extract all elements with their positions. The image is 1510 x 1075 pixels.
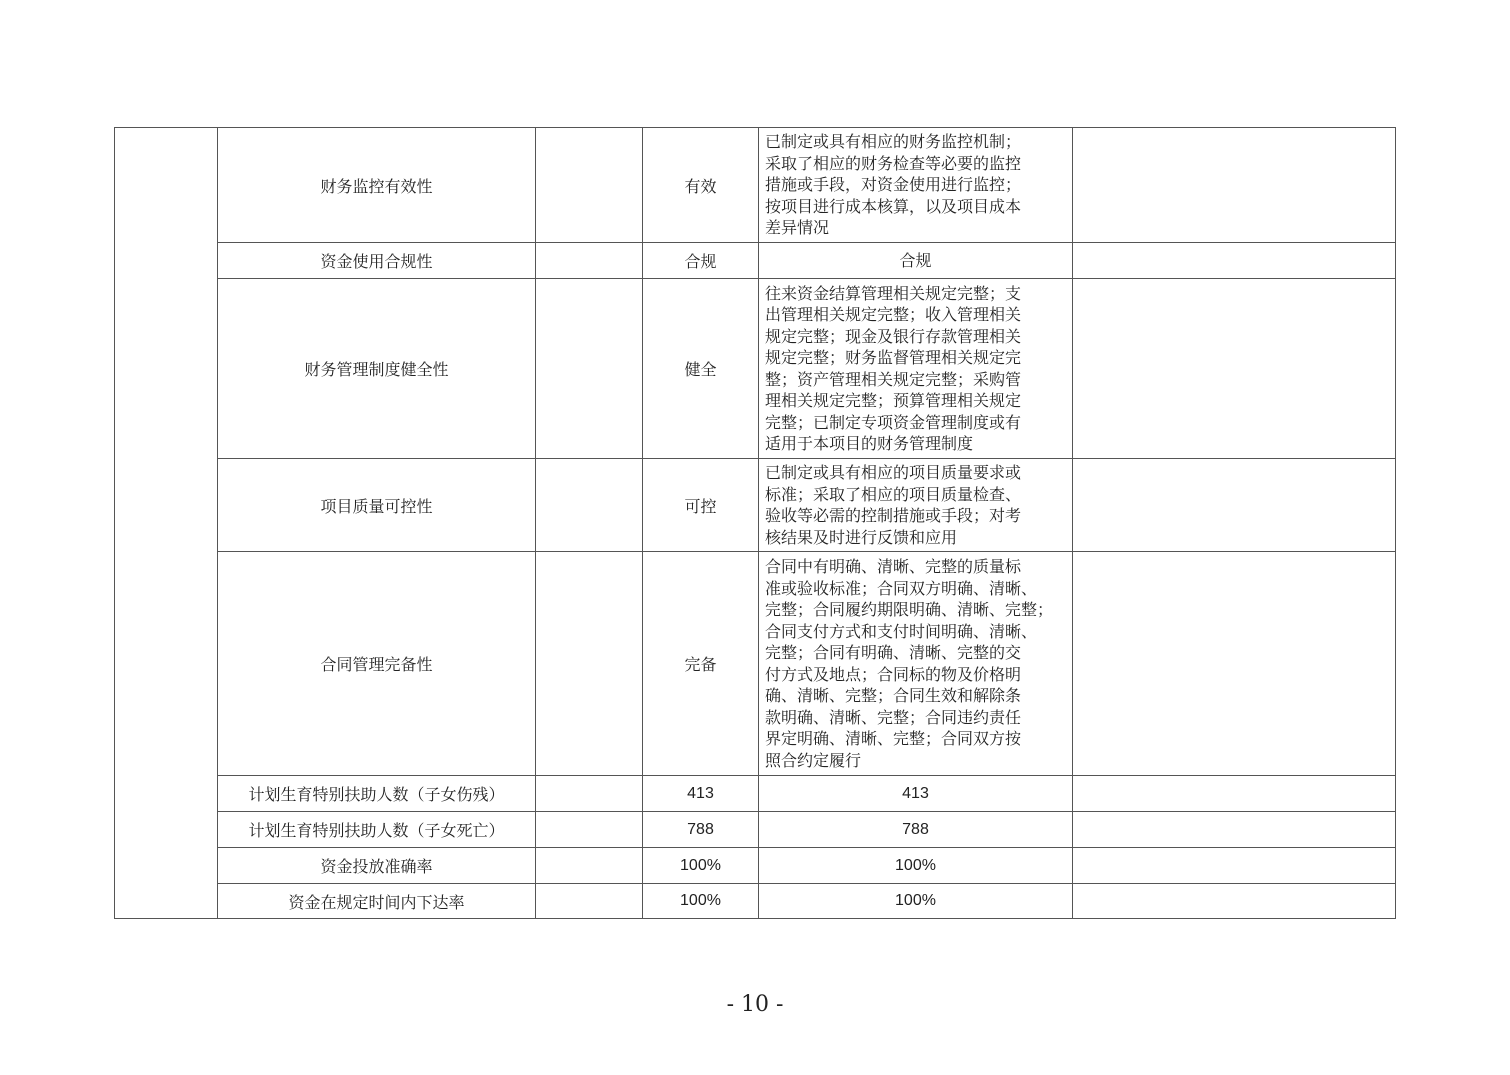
description-line: 已制定或具有相应的项目质量要求或 bbox=[765, 463, 1022, 482]
table-row bbox=[115, 884, 1396, 919]
target-value: 健全 bbox=[643, 279, 759, 459]
table-row bbox=[115, 848, 1396, 884]
description-line: 完整；合同有明确、清晰、完整的交 bbox=[765, 643, 1022, 662]
table-row bbox=[115, 812, 1396, 848]
remark-cell bbox=[1073, 884, 1396, 919]
empty-cell bbox=[536, 128, 643, 243]
description-line: 确、清晰、完整；合同生效和解除条 bbox=[765, 686, 1022, 705]
description-line: 完整；合同履约期限明确、清晰、完整； bbox=[765, 600, 1054, 619]
target-value: 完备 bbox=[643, 552, 759, 776]
description-line: 采取了相应的财务检查等必要的监控 bbox=[765, 153, 1022, 173]
indicator-name: 财务监控有效性 bbox=[218, 128, 536, 243]
category-cell bbox=[115, 128, 218, 919]
empty-cell bbox=[536, 459, 643, 552]
description-line: 差异情况 bbox=[765, 218, 830, 238]
target-value: 788 bbox=[643, 812, 759, 848]
actual-value: 100% bbox=[759, 848, 1073, 884]
actual-value: 413 bbox=[759, 776, 1073, 812]
remark-cell bbox=[1073, 279, 1396, 459]
description-line: 标准；采取了相应的项目质量检查、 bbox=[765, 484, 1022, 504]
table-row bbox=[115, 459, 1396, 552]
target-value: 有效 bbox=[643, 128, 759, 243]
table-row bbox=[115, 243, 1396, 279]
description-line: 款明确、清晰、完整；合同违约责任 bbox=[765, 707, 1022, 727]
actual-description bbox=[759, 552, 1073, 776]
empty-cell bbox=[536, 848, 643, 884]
actual-value: 100% bbox=[759, 884, 1073, 919]
description-line: 付方式及地点；合同标的物及价格明 bbox=[765, 664, 1022, 684]
remark-cell bbox=[1073, 128, 1396, 243]
description-line: 理相关规定完整；预算管理相关规定 bbox=[765, 391, 1022, 410]
description-line: 规定完整；现金及银行存款管理相关 bbox=[765, 326, 1022, 346]
remark-cell bbox=[1073, 812, 1396, 848]
remark-cell bbox=[1073, 243, 1396, 279]
indicator-name: 计划生育特别扶助人数（子女死亡） bbox=[218, 812, 536, 848]
description-line: 完整；已制定专项资金管理制度或有 bbox=[765, 412, 1022, 432]
table-row bbox=[115, 776, 1396, 812]
description-line: 往来资金结算管理相关规定完整；支 bbox=[765, 283, 1022, 303]
empty-cell bbox=[536, 243, 643, 279]
empty-cell bbox=[536, 776, 643, 812]
empty-cell bbox=[536, 279, 643, 459]
indicator-name: 资金使用合规性 bbox=[218, 243, 536, 279]
description-line: 合同支付方式和支付时间明确、清晰、 bbox=[765, 621, 1038, 641]
description-line: 已制定或具有相应的财务监控机制； bbox=[765, 132, 1022, 152]
remark-cell bbox=[1073, 848, 1396, 884]
description-line: 出管理相关规定完整；收入管理相关 bbox=[765, 305, 1022, 324]
empty-cell bbox=[536, 884, 643, 919]
indicator-name: 财务管理制度健全性 bbox=[218, 279, 536, 459]
description-line: 规定完整；财务监督管理相关规定完 bbox=[765, 348, 1022, 367]
remark-cell bbox=[1073, 552, 1396, 776]
target-value: 100% bbox=[643, 884, 759, 919]
empty-cell bbox=[536, 552, 643, 776]
target-value: 合规 bbox=[643, 243, 759, 279]
empty-cell bbox=[536, 812, 643, 848]
target-value: 100% bbox=[643, 848, 759, 884]
description-line: 整；资产管理相关规定完整；采购管 bbox=[765, 369, 1022, 389]
description-line: 按项目进行成本核算，以及项目成本 bbox=[765, 196, 1022, 216]
description-line: 照合约定履行 bbox=[765, 750, 862, 770]
actual-value: 合规 bbox=[759, 243, 1073, 279]
indicator-name: 计划生育特别扶助人数（子女伤残） bbox=[218, 776, 536, 812]
table-row bbox=[115, 128, 1396, 243]
description-line: 验收等必需的控制措施或手段；对考 bbox=[765, 506, 1022, 525]
page-number: - 10 - bbox=[726, 992, 784, 1017]
description-line: 措施或手段，对资金使用进行监控； bbox=[765, 175, 1022, 195]
description-line: 界定明确、清晰、完整；合同双方按 bbox=[765, 729, 1022, 748]
indicator-name: 项目质量可控性 bbox=[218, 459, 536, 552]
actual-description bbox=[759, 459, 1073, 552]
actual-description bbox=[759, 279, 1073, 459]
description-line: 合同中有明确、清晰、完整的质量标 bbox=[765, 557, 1022, 576]
remark-cell bbox=[1073, 776, 1396, 812]
indicator-name: 资金投放准确率 bbox=[218, 848, 536, 884]
indicator-table bbox=[114, 127, 1396, 919]
remark-cell bbox=[1073, 459, 1396, 552]
table-row bbox=[115, 279, 1396, 459]
indicator-name: 合同管理完备性 bbox=[218, 552, 536, 776]
actual-value: 788 bbox=[759, 812, 1073, 848]
table-row bbox=[115, 552, 1396, 776]
actual-description bbox=[759, 128, 1073, 243]
indicator-name: 资金在规定时间内下达率 bbox=[218, 884, 536, 919]
target-value: 可控 bbox=[643, 459, 759, 552]
description-line: 准或验收标准；合同双方明确、清晰、 bbox=[765, 578, 1038, 598]
description-line: 核结果及时进行反馈和应用 bbox=[765, 527, 958, 547]
description-line: 适用于本项目的财务管理制度 bbox=[765, 434, 974, 453]
target-value: 413 bbox=[643, 776, 759, 812]
